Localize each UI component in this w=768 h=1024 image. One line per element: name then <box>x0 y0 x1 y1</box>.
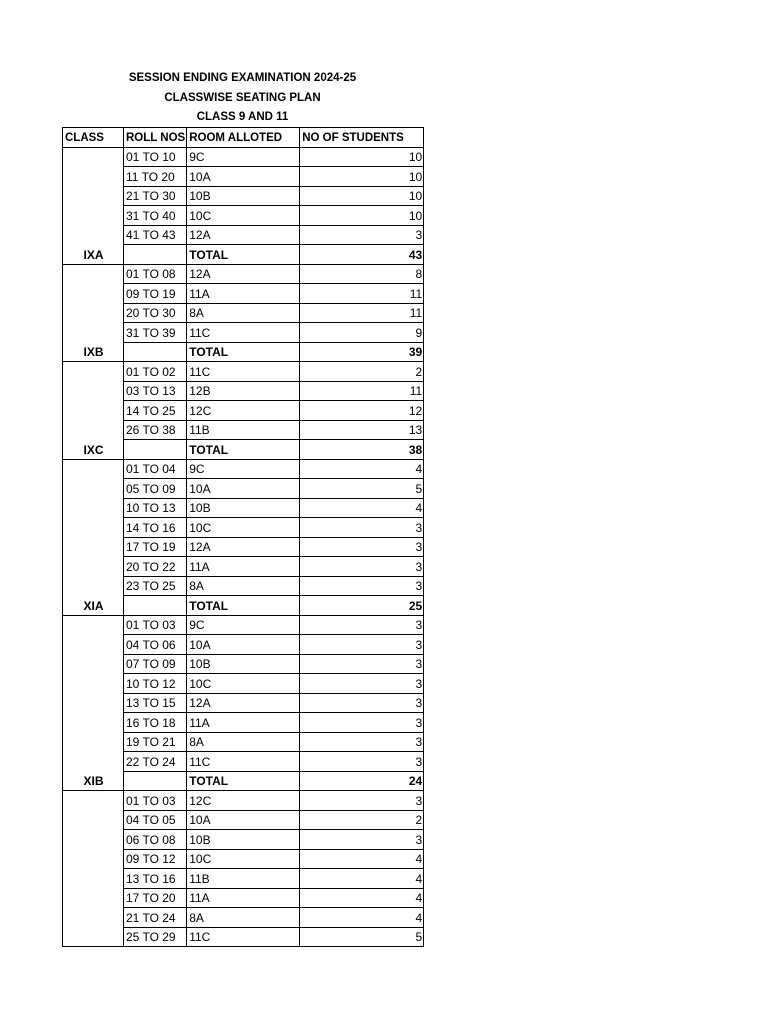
total-label-cell: TOTAL <box>187 245 300 265</box>
total-label-cell: TOTAL <box>187 771 300 791</box>
roll-nos-cell: 26 TO 38 <box>124 420 187 440</box>
total-label-cell: TOTAL <box>187 342 300 362</box>
room-cell: 8A <box>187 576 300 596</box>
roll-nos-cell: 05 TO 09 <box>124 479 187 499</box>
student-count-cell: 4 <box>300 888 424 908</box>
roll-nos-cell: 31 TO 40 <box>124 206 187 226</box>
room-cell: 12B <box>187 381 300 401</box>
room-cell: 10C <box>187 674 300 694</box>
student-count-cell: 8 <box>300 264 424 284</box>
roll-nos-cell: 20 TO 30 <box>124 303 187 323</box>
room-cell: 10B <box>187 186 300 206</box>
room-cell: 12A <box>187 225 300 245</box>
class-name-cell: IXC <box>63 362 124 460</box>
student-count-cell: 5 <box>300 479 424 499</box>
column-header-room-alloted: ROOM ALLOTED <box>187 128 300 148</box>
room-cell: 11B <box>187 869 300 889</box>
roll-nos-cell: 21 TO 30 <box>124 186 187 206</box>
roll-nos-cell: 14 TO 25 <box>124 401 187 421</box>
student-count-cell: 3 <box>300 576 424 596</box>
roll-nos-cell: 17 TO 19 <box>124 537 187 557</box>
room-cell: 10C <box>187 518 300 538</box>
seating-plan-body <box>63 128 424 947</box>
room-cell: 10C <box>187 849 300 869</box>
student-count-cell: 10 <box>300 186 424 206</box>
total-label-cell: TOTAL <box>187 596 300 616</box>
roll-nos-cell: 06 TO 08 <box>124 830 187 850</box>
total-count-cell: 43 <box>300 245 424 265</box>
room-cell: 8A <box>187 732 300 752</box>
total-roll-cell <box>124 440 187 460</box>
class-name-cell <box>63 791 124 947</box>
room-cell: 11B <box>187 420 300 440</box>
room-cell: 11A <box>187 888 300 908</box>
table-row <box>63 615 424 635</box>
roll-nos-cell: 10 TO 12 <box>124 674 187 694</box>
room-cell: 11C <box>187 752 300 772</box>
total-roll-cell <box>124 771 187 791</box>
student-count-cell: 3 <box>300 693 424 713</box>
table-row <box>63 459 424 479</box>
room-cell: 11C <box>187 323 300 343</box>
room-cell: 9C <box>187 459 300 479</box>
student-count-cell: 3 <box>300 654 424 674</box>
class-name-cell: XIB <box>63 615 124 791</box>
room-cell: 8A <box>187 908 300 928</box>
roll-nos-cell: 11 TO 20 <box>124 167 187 187</box>
room-cell: 10A <box>187 635 300 655</box>
student-count-cell: 4 <box>300 459 424 479</box>
student-count-cell: 3 <box>300 791 424 811</box>
student-count-cell: 3 <box>300 752 424 772</box>
student-count-cell: 2 <box>300 810 424 830</box>
roll-nos-cell: 09 TO 12 <box>124 849 187 869</box>
room-cell: 9C <box>187 615 300 635</box>
student-count-cell: 3 <box>300 674 424 694</box>
roll-nos-cell: 25 TO 29 <box>124 927 187 947</box>
room-cell: 10A <box>187 167 300 187</box>
total-count-cell: 38 <box>300 440 424 460</box>
student-count-cell: 10 <box>300 206 424 226</box>
roll-nos-cell: 31 TO 39 <box>124 323 187 343</box>
total-roll-cell <box>124 596 187 616</box>
total-count-cell: 24 <box>300 771 424 791</box>
room-cell: 11A <box>187 557 300 577</box>
student-count-cell: 4 <box>300 849 424 869</box>
class-name-cell: IXA <box>63 147 124 264</box>
roll-nos-cell: 04 TO 06 <box>124 635 187 655</box>
student-count-cell: 10 <box>300 147 424 167</box>
total-roll-cell <box>124 342 187 362</box>
room-cell: 11A <box>187 713 300 733</box>
roll-nos-cell: 13 TO 16 <box>124 869 187 889</box>
roll-nos-cell: 03 TO 13 <box>124 381 187 401</box>
column-header-roll-nos: ROLL NOS <box>124 128 187 148</box>
table-row <box>63 264 424 284</box>
room-cell: 12C <box>187 791 300 811</box>
room-cell: 10B <box>187 830 300 850</box>
table-row <box>63 791 424 811</box>
roll-nos-cell: 01 TO 04 <box>124 459 187 479</box>
student-count-cell: 5 <box>300 927 424 947</box>
student-count-cell: 3 <box>300 713 424 733</box>
roll-nos-cell: 23 TO 25 <box>124 576 187 596</box>
room-cell: 12A <box>187 264 300 284</box>
table-row <box>63 362 424 382</box>
roll-nos-cell: 14 TO 16 <box>124 518 187 538</box>
student-count-cell: 3 <box>300 615 424 635</box>
roll-nos-cell: 41 TO 43 <box>124 225 187 245</box>
student-count-cell: 9 <box>300 323 424 343</box>
room-cell: 11C <box>187 927 300 947</box>
student-count-cell: 3 <box>300 557 424 577</box>
room-cell: 12A <box>187 693 300 713</box>
roll-nos-cell: 01 TO 08 <box>124 264 187 284</box>
plan-title: CLASSWISE SEATING PLAN <box>164 92 321 104</box>
roll-nos-cell: 01 TO 03 <box>124 791 187 811</box>
class-subtitle: CLASS 9 AND 11 <box>196 111 289 123</box>
student-count-cell: 2 <box>300 362 424 382</box>
column-header-class: CLASS <box>63 128 124 148</box>
student-count-cell: 3 <box>300 518 424 538</box>
total-count-cell: 25 <box>300 596 424 616</box>
roll-nos-cell: 07 TO 09 <box>124 654 187 674</box>
student-count-cell: 3 <box>300 225 424 245</box>
class-name-cell: IXB <box>63 264 124 362</box>
total-label-cell: TOTAL <box>187 440 300 460</box>
room-cell: 10A <box>187 479 300 499</box>
room-cell: 8A <box>187 303 300 323</box>
roll-nos-cell: 20 TO 22 <box>124 557 187 577</box>
roll-nos-cell: 01 TO 02 <box>124 362 187 382</box>
student-count-cell: 3 <box>300 537 424 557</box>
roll-nos-cell: 17 TO 20 <box>124 888 187 908</box>
room-cell: 11A <box>187 284 300 304</box>
roll-nos-cell: 19 TO 21 <box>124 732 187 752</box>
roll-nos-cell: 22 TO 24 <box>124 752 187 772</box>
roll-nos-cell: 13 TO 15 <box>124 693 187 713</box>
roll-nos-cell: 04 TO 05 <box>124 810 187 830</box>
room-cell: 12A <box>187 537 300 557</box>
student-count-cell: 4 <box>300 908 424 928</box>
roll-nos-cell: 16 TO 18 <box>124 713 187 733</box>
seating-plan-table <box>62 127 424 947</box>
total-roll-cell <box>124 245 187 265</box>
roll-nos-cell: 09 TO 19 <box>124 284 187 304</box>
student-count-cell: 4 <box>300 498 424 518</box>
total-count-cell: 39 <box>300 342 424 362</box>
student-count-cell: 13 <box>300 420 424 440</box>
column-header-no-of-students: NO OF STUDENTS <box>300 128 424 148</box>
room-cell: 10B <box>187 654 300 674</box>
table-row <box>63 147 424 167</box>
roll-nos-cell: 01 TO 10 <box>124 147 187 167</box>
roll-nos-cell: 21 TO 24 <box>124 908 187 928</box>
room-cell: 10C <box>187 206 300 226</box>
student-count-cell: 12 <box>300 401 424 421</box>
room-cell: 9C <box>187 147 300 167</box>
class-name-cell: XIA <box>63 459 124 615</box>
room-cell: 10A <box>187 810 300 830</box>
student-count-cell: 3 <box>300 635 424 655</box>
roll-nos-cell: 01 TO 03 <box>124 615 187 635</box>
student-count-cell: 4 <box>300 869 424 889</box>
roll-nos-cell: 10 TO 13 <box>124 498 187 518</box>
exam-title: SESSION ENDING EXAMINATION 2024-25 <box>128 72 357 84</box>
student-count-cell: 3 <box>300 830 424 850</box>
student-count-cell: 3 <box>300 732 424 752</box>
student-count-cell: 10 <box>300 167 424 187</box>
room-cell: 12C <box>187 401 300 421</box>
table-header-row <box>63 128 424 148</box>
student-count-cell: 11 <box>300 303 424 323</box>
room-cell: 10B <box>187 498 300 518</box>
student-count-cell: 11 <box>300 284 424 304</box>
room-cell: 11C <box>187 362 300 382</box>
student-count-cell: 11 <box>300 381 424 401</box>
